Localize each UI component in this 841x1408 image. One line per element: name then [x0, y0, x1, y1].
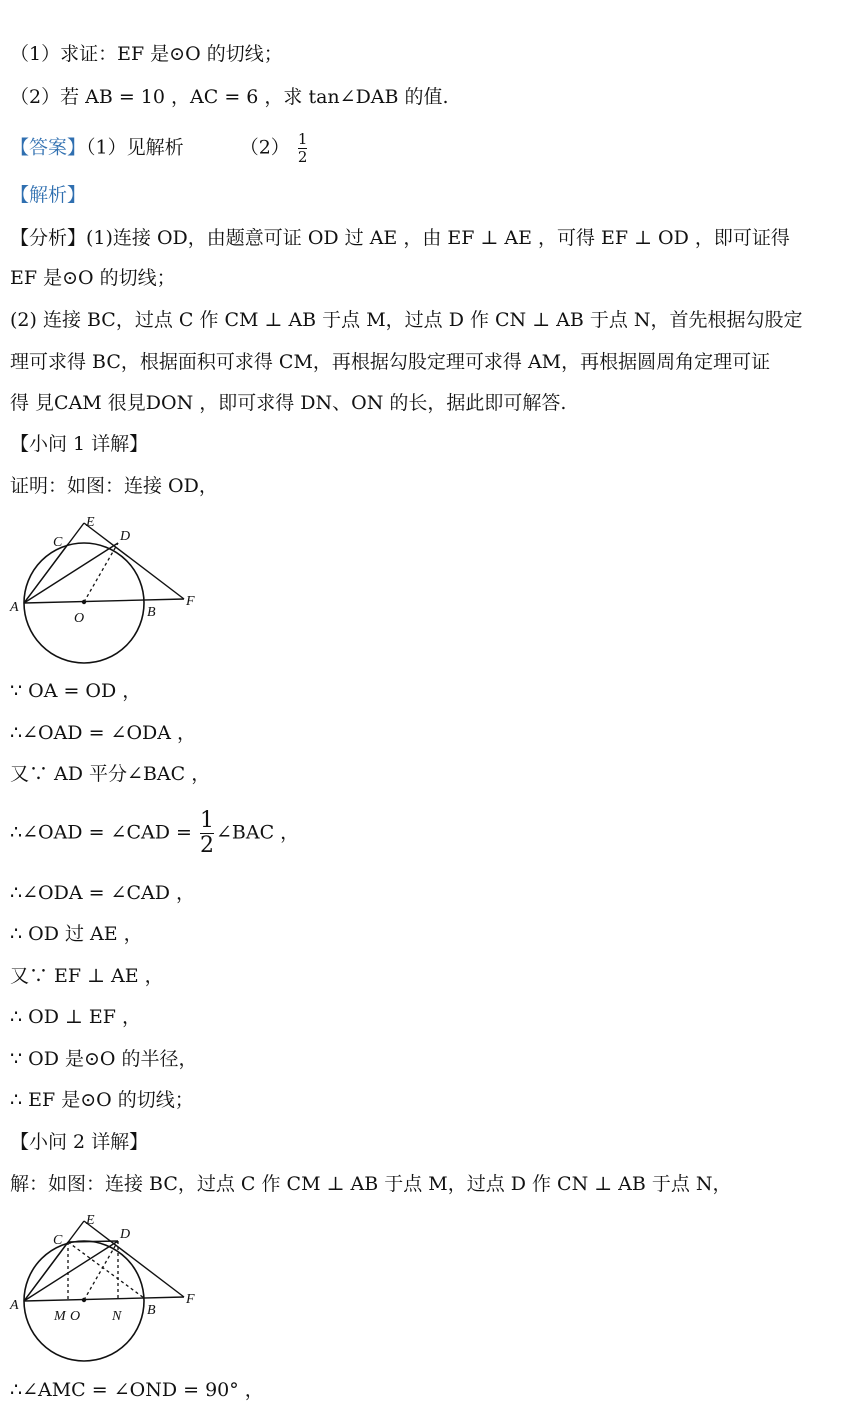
analysis-line-2: EF 是⊙O 的切线；: [10, 267, 176, 289]
label-n: N: [112, 1309, 122, 1324]
proof-step-8: ∴ OD ⊥ EF ，: [10, 1006, 141, 1028]
proof-step-4-lhs: ∴∠OAD = ∠CAD =: [10, 821, 192, 844]
solution-intro: 解：如图：连接 BC，过点 C 作 CM ⊥ AB 于点 M，过点 D 作 CN ⊥ AB 于点 N，: [10, 1173, 732, 1195]
answer-line: [10, 132, 309, 165]
segment-ad: [24, 543, 118, 603]
center-o: [82, 600, 86, 604]
subquestion-2-heading: 【小问 2 详解】: [10, 1131, 149, 1153]
label-c: C: [53, 1233, 63, 1248]
proof-step-1: ∵ OA = OD ，: [10, 680, 142, 702]
label-b: B: [147, 605, 156, 620]
analysis-text-1: (1)连接 OD，由题意可证 OD 过 AE ，由 EF ⊥ AE ，可得 EF ⊥ OD ，即可证得: [86, 227, 790, 249]
segment-ac: [24, 1242, 68, 1301]
label-d: D: [120, 1227, 131, 1242]
label-o: O: [74, 611, 85, 626]
label-c: C: [53, 535, 63, 550]
answer-fraction: [298, 132, 308, 165]
answer-fraction-numerator: 1: [297, 130, 308, 148]
solution-step-1: ∴∠AMC = ∠OND = 90° ，: [10, 1379, 264, 1401]
label-a: A: [10, 1298, 19, 1313]
question-part-1: （1）求证：EF 是⊙O 的切线；: [10, 43, 283, 65]
label-e: E: [86, 515, 95, 530]
proof-step-2: ∴∠OAD = ∠ODA ，: [10, 722, 197, 744]
proof-step-4: [10, 810, 299, 857]
question-part-2: （2）若 AB = 10 ，AC = 6 ，求 tan∠DAB 的值.: [10, 86, 449, 108]
analysis-line-3: (2) 连接 BC，过点 C 作 CM ⊥ AB 于点 M，过点 D 作 CN ⊥ AB 于点 N，首先根据勾股定: [10, 309, 803, 331]
label-m: M: [54, 1309, 66, 1324]
label-b: B: [147, 1303, 156, 1318]
segment-ab: [24, 599, 184, 603]
label-f: F: [186, 1292, 195, 1307]
geometry-figure-1: [8, 510, 228, 670]
subquestion-1-heading: 【小问 1 详解】: [10, 433, 149, 455]
answer-part-2: （2）: [239, 136, 290, 159]
proof-intro: 证明：如图：连接 OD，: [10, 475, 218, 497]
proof-step-6: ∴ OD 过 AE ，: [10, 923, 143, 945]
analysis-line-4: 理可求得 BC，根据面积可求得 CM，再根据勾股定理可求得 AM，再根据圆周角定理可证: [10, 351, 771, 373]
analysis-heading: 【分析】: [10, 227, 87, 249]
segment-ef: [84, 523, 184, 599]
segment-ef: [84, 1221, 184, 1297]
label-e: E: [86, 1213, 95, 1228]
proof-step-7: 又∵ EF ⊥ AE ，: [10, 965, 164, 987]
analysis-tag: 【解析】: [10, 184, 87, 206]
geometry-figure-2: [8, 1208, 228, 1368]
half-fraction-denominator: 2: [199, 833, 214, 858]
proof-step-4-rhs: ∠BAC ，: [215, 821, 300, 844]
segment-ab: [24, 1297, 184, 1301]
half-fraction: [200, 810, 214, 857]
label-f: F: [186, 594, 195, 609]
half-fraction-numerator: 1: [199, 808, 214, 833]
analysis-line-5: 得 見CAM 很見DON ，即可求得 DN、ON 的长，据此即可解答.: [10, 392, 567, 414]
proof-step-5: ∴∠ODA = ∠CAD ，: [10, 882, 195, 904]
label-d: D: [120, 529, 131, 544]
proof-step-9: ∵ OD 是⊙O 的半径，: [10, 1048, 198, 1070]
analysis-line-1: [10, 224, 790, 252]
segment-ac: [24, 544, 68, 603]
answer-tag: 【答案】: [10, 136, 87, 159]
segment-ad: [24, 1241, 118, 1301]
label-o: O: [70, 1309, 81, 1324]
segment-od: [84, 543, 118, 602]
label-a: A: [10, 600, 19, 615]
proof-step-10: ∴ EF 是⊙O 的切线；: [10, 1089, 194, 1111]
answer-fraction-denominator: 2: [297, 148, 308, 166]
segment-od: [84, 1241, 118, 1300]
proof-step-3: 又∵ AD 平分∠BAC ，: [10, 763, 211, 785]
segment-cd: [68, 1241, 118, 1242]
center-o: [82, 1298, 86, 1302]
segment-bc: [68, 1242, 144, 1298]
answer-part-1: （1）见解析: [86, 136, 184, 159]
